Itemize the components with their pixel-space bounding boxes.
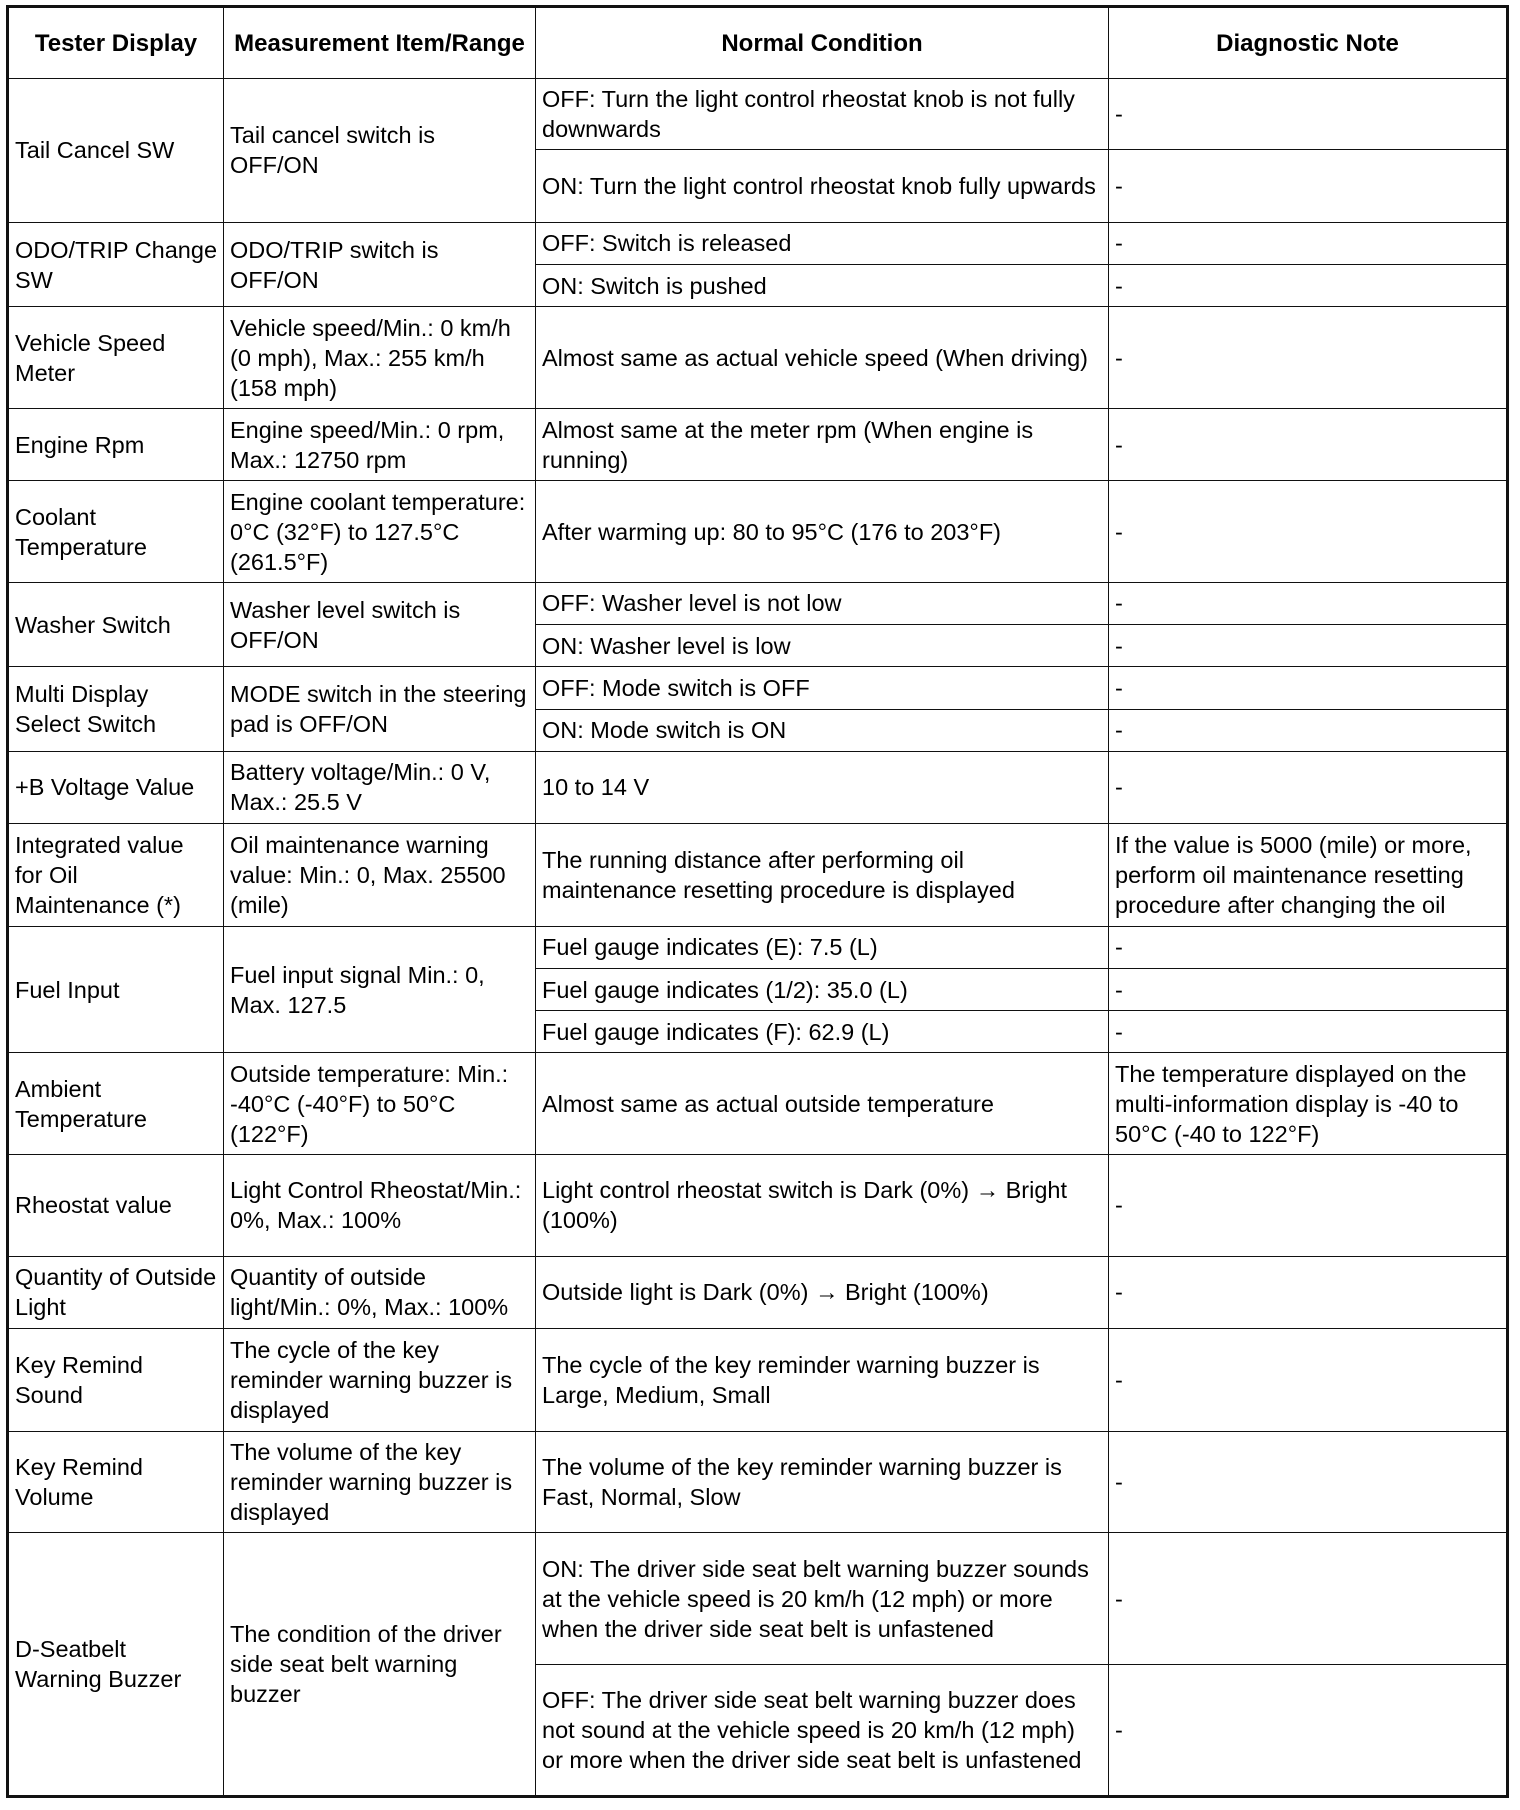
diagnostic-note-cell: - (1109, 667, 1508, 709)
tester-display-cell: Multi Display Select Switch (8, 667, 224, 751)
table-row (8, 79, 1508, 150)
measurement-cell: Vehicle speed/Min.: 0 km/h (0 mph), Max.: 255 km/h (158 mph) (224, 307, 536, 409)
normal-condition-cell: ON: Turn the light control rheostat knob fully upwards (536, 150, 1109, 222)
tester-display-cell: Ambient Temperature (8, 1053, 224, 1155)
tester-display-cell: ODO/TRIP Change SW (8, 222, 224, 306)
tester-display-cell: Washer Switch (8, 582, 224, 666)
header-diagnostic-note: Diagnostic Note (1109, 7, 1508, 79)
tester-display-cell: Engine Rpm (8, 408, 224, 480)
header-tester-display: Tester Display (8, 7, 224, 79)
diagnostic-note-cell: - (1109, 1329, 1508, 1432)
normal-condition-cell: Fuel gauge indicates (1/2): 35.0 (L) (536, 969, 1109, 1011)
tester-display-cell: Vehicle Speed Meter (8, 307, 224, 409)
normal-condition-cell: ON: Mode switch is ON (536, 709, 1109, 751)
normal-condition-cell: ON: Washer level is low (536, 625, 1109, 667)
normal-condition-cell: OFF: Switch is released (536, 222, 1109, 264)
diagnostic-note-cell: - (1109, 625, 1508, 667)
normal-condition-cell: OFF: Turn the light control rheostat knob is not fully downwards (536, 79, 1109, 150)
tester-display-cell: D-Seatbelt Warning Buzzer (8, 1533, 224, 1797)
diagnostic-note-cell: - (1109, 1664, 1508, 1796)
normal-condition-cell: Fuel gauge indicates (E): 7.5 (L) (536, 926, 1109, 968)
diagnostic-note-cell: If the value is 5000 (mile) or more, perform oil maintenance resetting procedure after changing the oil (1109, 824, 1508, 927)
diagnostic-note-cell: The temperature displayed on the multi-information display is -40 to 50°C (-40 to 122°F) (1109, 1053, 1508, 1155)
normal-condition-cell: Outside light is Dark (0%) → Bright (100%) (536, 1256, 1109, 1328)
tester-display-cell: Key Remind Volume (8, 1431, 224, 1533)
diagnostic-note-cell: - (1109, 1155, 1508, 1257)
normal-condition-cell: Fuel gauge indicates (F): 62.9 (L) (536, 1011, 1109, 1053)
table-row (8, 1256, 1508, 1328)
diagnostic-note-cell: - (1109, 481, 1508, 583)
normal-condition-cell: The running distance after performing oil maintenance resetting procedure is displayed (536, 824, 1109, 927)
measurement-cell: Washer level switch is OFF/ON (224, 582, 536, 666)
table-row (8, 1155, 1508, 1257)
header-normal-condition: Normal Condition (536, 7, 1109, 79)
diagnostic-note-cell: - (1109, 222, 1508, 264)
normal-condition-cell: OFF: Mode switch is OFF (536, 667, 1109, 709)
tester-display-cell: Integrated value for Oil Maintenance (*) (8, 824, 224, 927)
measurement-cell: Quantity of outside light/Min.: 0%, Max.: 100% (224, 1256, 536, 1328)
diagnostic-note-cell: - (1109, 926, 1508, 968)
normal-condition-cell: Light control rheostat switch is Dark (0%) → Bright (100%) (536, 1155, 1109, 1257)
diagnostic-note-cell: - (1109, 79, 1508, 150)
diagnostic-note-cell: - (1109, 1011, 1508, 1053)
measurement-cell: Engine speed/Min.: 0 rpm, Max.: 12750 rpm (224, 408, 536, 480)
measurement-cell: Tail cancel switch is OFF/ON (224, 79, 536, 223)
measurement-cell: Outside temperature: Min.: -40°C (-40°F) to 50°C (122°F) (224, 1053, 536, 1155)
normal-condition-cell: 10 to 14 V (536, 751, 1109, 823)
measurement-cell: The condition of the driver side seat belt warning buzzer (224, 1533, 536, 1797)
diagnostic-note-cell: - (1109, 709, 1508, 751)
measurement-cell: The cycle of the key reminder warning buzzer is displayed (224, 1329, 536, 1432)
table-row (8, 222, 1508, 264)
tester-display-cell: Fuel Input (8, 926, 224, 1053)
diagnostic-note-cell: - (1109, 150, 1508, 222)
measurement-cell: ODO/TRIP switch is OFF/ON (224, 222, 536, 306)
normal-condition-cell: Almost same as actual vehicle speed (When driving) (536, 307, 1109, 409)
header-measurement: Measurement Item/Range (224, 7, 536, 79)
table-row (8, 751, 1508, 823)
data-list-table (6, 5, 1509, 1798)
table-row (8, 667, 1508, 709)
table-row (8, 582, 1508, 624)
diagnostic-note-cell: - (1109, 1431, 1508, 1533)
table-row (8, 481, 1508, 583)
tester-display-cell: Tail Cancel SW (8, 79, 224, 223)
table-row (8, 824, 1508, 927)
normal-condition-cell: The cycle of the key reminder warning buzzer is Large, Medium, Small (536, 1329, 1109, 1432)
tester-display-cell: Quantity of Outside Light (8, 1256, 224, 1328)
diagnostic-note-cell: - (1109, 582, 1508, 624)
normal-condition-cell: ON: Switch is pushed (536, 265, 1109, 307)
diagnostic-note-cell: - (1109, 969, 1508, 1011)
normal-condition-cell: OFF: The driver side seat belt warning buzzer does not sound at the vehicle speed is 20 km/h (12 mph) or more when the driver side seat belt is unfastened (536, 1664, 1109, 1796)
diagnostic-note-cell: - (1109, 1533, 1508, 1665)
table-row (8, 1533, 1508, 1665)
tester-display-cell: +B Voltage Value (8, 751, 224, 823)
table-row (8, 307, 1508, 409)
tester-display-cell: Rheostat value (8, 1155, 224, 1257)
diagnostic-note-cell: - (1109, 307, 1508, 409)
measurement-cell: The volume of the key reminder warning buzzer is displayed (224, 1431, 536, 1533)
normal-condition-cell: After warming up: 80 to 95°C (176 to 203°F) (536, 481, 1109, 583)
diagnostic-note-cell: - (1109, 265, 1508, 307)
diagnostic-note-cell: - (1109, 1256, 1508, 1328)
normal-condition-cell: OFF: Washer level is not low (536, 582, 1109, 624)
table-row (8, 1329, 1508, 1432)
normal-condition-cell: Almost same as actual outside temperature (536, 1053, 1109, 1155)
measurement-cell: MODE switch in the steering pad is OFF/ON (224, 667, 536, 751)
table-row (8, 1431, 1508, 1533)
tester-display-cell: Coolant Temperature (8, 481, 224, 583)
table-row (8, 408, 1508, 480)
measurement-cell: Engine coolant temperature: 0°C (32°F) to 127.5°C (261.5°F) (224, 481, 536, 583)
table-row (8, 926, 1508, 968)
header-row (8, 7, 1508, 79)
normal-condition-cell: The volume of the key reminder warning buzzer is Fast, Normal, Slow (536, 1431, 1109, 1533)
measurement-cell: Light Control Rheostat/Min.: 0%, Max.: 100% (224, 1155, 536, 1257)
diagnostic-note-cell: - (1109, 408, 1508, 480)
normal-condition-cell: ON: The driver side seat belt warning buzzer sounds at the vehicle speed is 20 km/h (12 mph) or more when the driver side seat belt is unfastened (536, 1533, 1109, 1665)
diagnostic-note-cell: - (1109, 751, 1508, 823)
tester-display-cell: Key Remind Sound (8, 1329, 224, 1432)
measurement-cell: Oil maintenance warning value: Min.: 0, Max. 25500 (mile) (224, 824, 536, 927)
measurement-cell: Fuel input signal Min.: 0, Max. 127.5 (224, 926, 536, 1053)
normal-condition-cell: Almost same at the meter rpm (When engine is running) (536, 408, 1109, 480)
table-row (8, 1053, 1508, 1155)
measurement-cell: Battery voltage/Min.: 0 V, Max.: 25.5 V (224, 751, 536, 823)
